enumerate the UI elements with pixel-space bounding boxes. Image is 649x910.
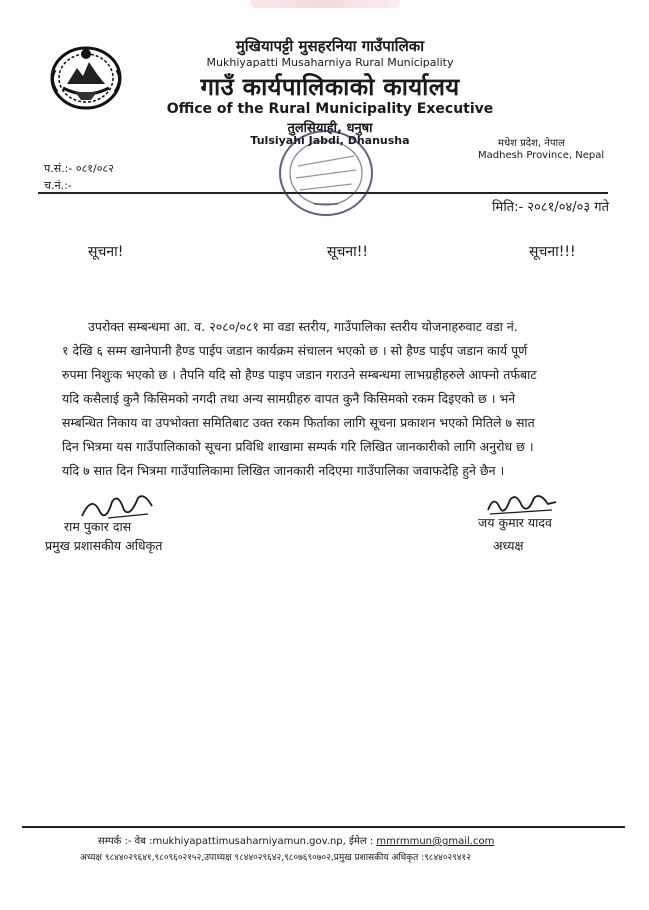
office-stamp-icon (274, 126, 379, 221)
notice-heading-2: सूचना!! (327, 244, 368, 260)
footer-phones-line: अध्यक्ष ९८४४०२९६४१,९८०९६०२१५२,उपाध्यक्ष ९८४४०२९६४२,९८०७६९०७०२,प्रमुख प्रशासकीय अधिकृत :९८४४०२९४१२ (80, 853, 471, 863)
reference-number: प.सं.:- ०८१/०८२ (44, 162, 114, 175)
body-line-3: रुपमा निशुःक भएको छ । तैपनि यदि सो हैण्ड पाइप जडान गराउने सम्बन्धमा लाभग्रहीहरुले आफ्नो तर्फबाट (62, 367, 537, 382)
body-line-4: यदि कसैलाई कुनै किसिमको नगदी तथा अन्य सामग्रीहरु वापत कुनै किसिमको रकम दिइएको छ । भने (62, 391, 516, 406)
notice-heading-3: सूचना!!! (529, 244, 576, 260)
body-line-2: १ देखि ६ सम्म खानेपानी हैण्ड पाईप जडान कार्यक्रम संचालन भएको छ । सो हैण्ड पाईप जडान कार्य पूर्ण (62, 343, 528, 358)
footer-divider (22, 826, 625, 828)
email-link[interactable]: mmrmmun@gmail.com (376, 836, 495, 847)
place-english: Tulsiyahi Jabdi, Dhanusha (250, 134, 410, 147)
dispatch-number: च.नं.:- (44, 179, 72, 192)
left-signatory-title: प्रमुख प्रशासकीय अधिकृत (45, 538, 163, 553)
notice-heading-1: सूचना! (88, 244, 124, 260)
website-link[interactable]: mukhiyapattimusaharniyamun.gov.np (152, 836, 343, 847)
body-line-1: उपरोक्त सम्बन्धमा आ. व. २०८०/०८१ मा वडा स्तरीय, गाउँपालिका स्तरीय योजनाहरुवाट वडा नं. (88, 319, 518, 334)
body-line-6: दिन भित्रमा यस गाउँपालिकाको सूचना प्रविधि शाखामा सम्पर्क गरि लिखित जानकारीको लागि अनुरोध छ । (62, 439, 534, 454)
office-name-nepali: गाउँ कार्यपालिकाको कार्यालय (200, 73, 460, 101)
footer-contact-line (98, 833, 494, 847)
province-nepali: मधेश प्रदेश, नेपाल (498, 138, 565, 149)
place-nepali: तुलसियाही, धनुषा (287, 121, 373, 136)
contact-label: सम्पर्क :- वेब : (98, 836, 153, 847)
municipality-name-english: Mukhiyapatti Musaharniya Rural Municipality (206, 56, 454, 69)
municipality-name-nepali: मुखियापट्टी मुसहरनिया गाउँपालिका (235, 37, 425, 55)
province-english: Madhesh Province, Nepal (478, 150, 605, 161)
letter-date: मिति:- २०८१/०४/०३ गते (492, 200, 609, 215)
right-signatory-title: अध्यक्ष (493, 538, 524, 553)
top-edge-smudge (250, 0, 400, 8)
body-line-5: सम्बन्धित निकाय वा उपभोक्ता समितिबाट उक्त रकम फिर्ताका लागि सूचना प्रकाशन भएको मितिले ७ सात (62, 415, 535, 430)
body-line-7: यदि ७ सात दिन भित्रमा गाउँपालिकामा लिखित जानकारी नदिएमा गाउँपालिका जवाफदेहि हुने छैन । (62, 463, 505, 478)
left-signatory-name: राम पुकार दास (64, 519, 132, 534)
email-label: , ईमेल : (342, 836, 374, 847)
right-signatory-name: जय कुमार यादव (478, 515, 552, 530)
office-name-english: Office of the Rural Municipality Executive (166, 101, 494, 117)
